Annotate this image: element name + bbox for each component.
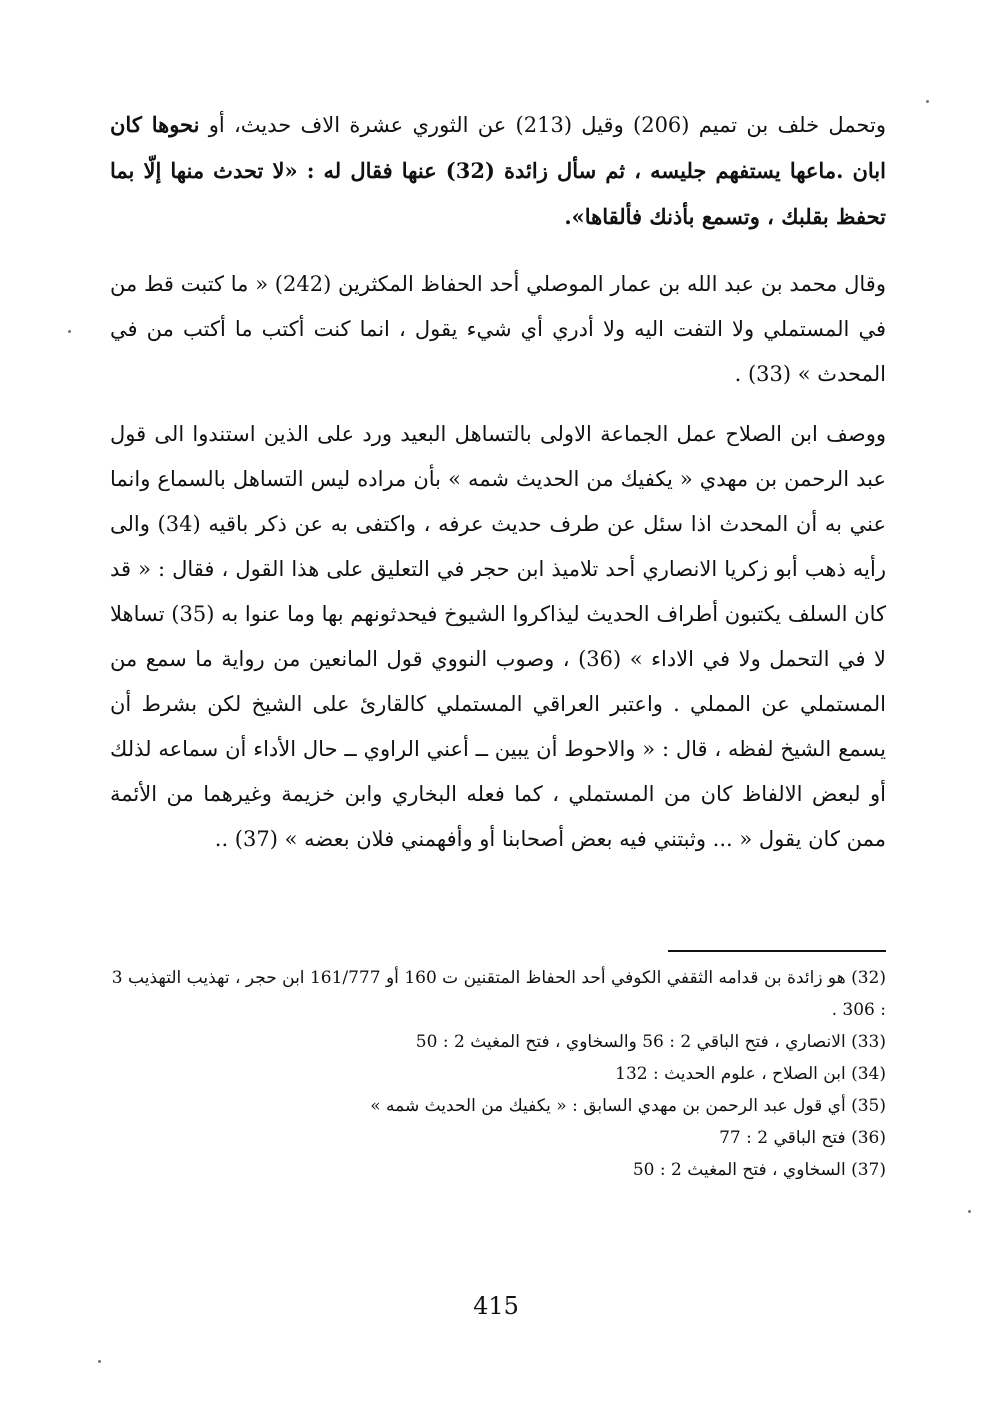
paragraph-1-text: وتحمل خلف بن تميم (206) وقيل (213) عن الثوري عشرة الاف حديث، أو	[208, 113, 886, 137]
footnote-32: (32) هو زائدة بن قدامه الثقفي الكوفي أحد الحفاظ المتقنين ت 160 أو 161/777 ابن حجر ، تهذيب التهذيب 3 : 306 .	[111, 968, 886, 1020]
footnote-34: (34) ابن الصلاح ، علوم الحديث : 132	[615, 1064, 886, 1084]
paragraph-2: وقال محمد بن عبد الله بن عمار الموصلي أحد الحفاظ المكثرين (242) « ما كتبت قط من في المستملي ولا التفت اليه ولا أدري أي شيء يقول ، انما كنت أكتب ما أكتب من في المحدث » (33) .	[110, 272, 886, 386]
page-number: 415	[473, 1292, 519, 1320]
footnotes-list	[110, 962, 886, 1186]
scan-speck	[968, 1210, 971, 1213]
scan-speck	[68, 330, 71, 333]
scan-speck	[98, 1360, 101, 1363]
paragraph-1-bold-text: نحوها كان ابان .ماعها يستفهم جليسه ، ثم سأل زائدة (32) عنها فقال له : «لا تحدث منها إلّا بما تحفظ بقلبك ، وتسمع بأذنك فألقاها».	[110, 112, 886, 229]
scan-speck	[926, 100, 929, 103]
footnote-33: (33) الانصاري ، فتح الباقي 2 : 56 والسخاوي ، فتح المغيث 2 : 50	[415, 1032, 886, 1052]
footnote-divider	[668, 950, 886, 952]
footnote-35: (35) أي قول عبد الرحمن بن مهدي السابق : « يكفيك من الحديث شمه »	[370, 1096, 886, 1116]
footnote-36: (36) فتح الباقي 2 : 77	[719, 1128, 886, 1148]
paragraph-3: ووصف ابن الصلاح عمل الجماعة الاولى بالتساهل البعيد ورد على الذين استندوا الى قول عبد الرحمن بن مهدي « يكفيك من الحديث شمه » بأن مراده ليس التساهل بالسماع وانما عني به أن المحدث اذا سئل عن طرف حديث عرفه ، واكتفى به عن ذكر باقيه (34) والى رأيه ذهب أبو زكريا الانصاري أحد تلاميذ ابن حجر في التعليق على هذا القول ، فقال : « قد كان السلف يكتبون أطراف الحديث ليذاكروا الشيوخ فيحدثونهم بها وما عنوا به (35) تساهلا لا في التحمل ولا في الاداء » (36) ، وصوب النووي قول المانعين من رواية ما سمع من المستملي عن المملي . واعتبر العراقي المستملي كالقارئ على الشيخ لكن بشرط أن يسمع الشيخ لفظه ، قال : « والاحوط أن يبين ــ أعني الراوي ــ حال الأداء أن سماعه لذلك أو لبعض الالفاظ كان من المستملي ، كما فعله البخاري وابن خزيمة وغيرهما من الأئمة ممن كان يقول « ... وثبتني فيه بعض أصحابنا أو وأفهمني فلان بعضه » (37) ..	[110, 422, 887, 851]
paragraph-1	[110, 102, 886, 240]
footnote-37: (37) السخاوي ، فتح المغيث 2 : 50	[632, 1160, 886, 1180]
